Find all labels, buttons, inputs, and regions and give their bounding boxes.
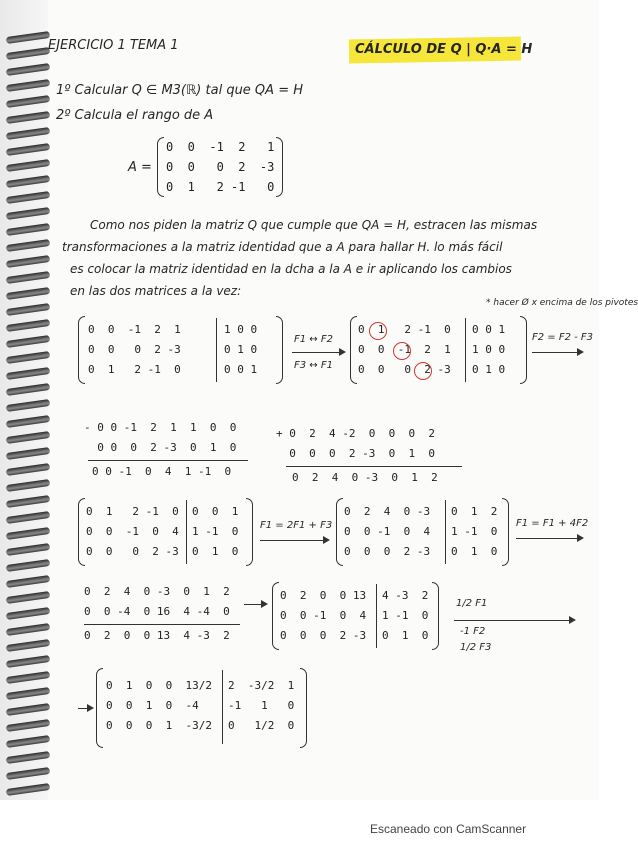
spiral-coil (6, 703, 51, 716)
calc2-block (276, 424, 435, 464)
spiral-coil (6, 735, 51, 748)
augment-divider (222, 670, 223, 744)
augment-divider (216, 318, 217, 382)
spiral-coil (6, 111, 51, 124)
calc-row: 0 0 0 2 -3 0 1 0 (84, 441, 237, 454)
sum-line (84, 624, 240, 625)
spiral-coil (6, 511, 51, 524)
step1-right-bracket (276, 316, 283, 384)
matrix-row: -1 1 0 (228, 699, 295, 712)
step4-matrix-left (344, 502, 430, 562)
matrix-row: 0 1/2 0 (228, 719, 295, 732)
highlighted-heading: CÁLCULO DE Q | Q·A = H (355, 42, 533, 57)
spiral-coil (6, 575, 51, 588)
transform-arrow (260, 540, 328, 541)
exercise-title: EJERCICIO 1 TEMA 1 (48, 38, 179, 53)
matrix-row: 0 0 1 0 -4 (106, 699, 199, 712)
spiral-coil (6, 287, 51, 300)
step3-matrix-left (86, 502, 179, 562)
calc-row: - 0 0 -1 2 1 1 0 0 (84, 421, 237, 434)
result-arrow (244, 604, 266, 605)
transform-arrow (516, 538, 582, 539)
step1-op-bottom: F3 ↔ F1 (294, 360, 333, 371)
matrix-a-right-bracket (276, 137, 283, 197)
spiral-coil (6, 543, 51, 556)
matrix-row: 0 1 0 (472, 363, 506, 376)
spiral-coil (6, 127, 51, 140)
step1-left-bracket (78, 316, 85, 384)
matrix-a-label: A = (128, 160, 152, 175)
pivot-circle (414, 362, 432, 380)
spiral-coil (6, 751, 51, 764)
spiral-coil (6, 319, 51, 332)
spiral-coil (6, 271, 51, 284)
pivot-circle (369, 322, 387, 340)
matrix-row: 0 0 0 1 -3/2 (106, 719, 212, 732)
spiral-coil (6, 527, 51, 540)
spiral-coil (6, 479, 51, 492)
spiral-coil (6, 559, 51, 572)
matrix-row: 0 1 2 -1 0 (166, 180, 275, 194)
matrix-row: 0 0 -1 2 1 (166, 140, 275, 154)
matrix-row: 0 0 -1 0 4 (86, 525, 179, 538)
scanner-footer: Escaneado con CamScanner (370, 822, 527, 836)
matrix-row: 0 1 0 (192, 545, 239, 558)
transform-arrow (292, 352, 344, 353)
spiral-coil (6, 447, 51, 460)
step1-matrix-right (224, 320, 257, 380)
step5-op: 1/2 F1 (456, 598, 488, 609)
paragraph-line: Como nos piden la matriz Q que cumple que QA = H, estracen las mismas (90, 218, 538, 232)
calc3-block (84, 582, 230, 622)
spiral-coil (6, 207, 51, 220)
matrix-row: 0 1 0 0 13/2 (106, 679, 212, 692)
step2-matrix-right (472, 320, 505, 380)
augment-divider (186, 500, 187, 564)
spiral-coil (6, 783, 51, 796)
spiral-coil (6, 191, 51, 204)
spiral-coil (6, 175, 51, 188)
spiral-coil (6, 63, 51, 76)
spiral-coil (6, 623, 51, 636)
step6-left-bracket (96, 668, 103, 748)
spiral-coil (6, 463, 51, 476)
spiral-coil (6, 687, 51, 700)
matrix-row: 0 2 4 0 -3 (344, 505, 431, 518)
spiral-coil (6, 591, 51, 604)
pivot-note: * hacer Ø x encima de los pivotes (486, 298, 638, 308)
step2-left-bracket (350, 316, 357, 384)
spiral-coil (6, 367, 51, 380)
step4-right-bracket (502, 498, 509, 566)
matrix-a-left-bracket (157, 137, 164, 197)
matrix-row: 0 1 2 -1 0 (358, 323, 451, 336)
matrix-row: 0 0 0 2 -3 (358, 363, 451, 376)
matrix-row: 0 0 0 2 -3 (344, 545, 431, 558)
matrix-row: 1 -1 0 (192, 525, 239, 538)
spiral-coil (6, 335, 51, 348)
step5-right-bracket (432, 582, 439, 650)
matrix-row: 0 0 -1 0 4 (280, 609, 367, 622)
matrix-row: 0 1 0 (382, 629, 429, 642)
calc-row: 0 2 4 0 -3 0 1 2 (84, 585, 230, 598)
spiral-coil (6, 255, 51, 268)
matrix-row: 0 0 1 (224, 363, 258, 376)
calc-result-row: 0 2 0 0 13 4 -3 2 (84, 629, 230, 642)
paragraph-line: en las dos matrices a la vez: (70, 284, 242, 298)
matrix-row: 0 1 0 (224, 343, 258, 356)
spiral-coil (6, 351, 51, 364)
step4-matrix-right (451, 502, 497, 562)
matrix-row: 0 0 -1 0 4 (344, 525, 431, 538)
spiral-coil (6, 239, 51, 252)
step5-left-bracket (272, 582, 279, 650)
matrix-row: 0 0 0 2 -3 (166, 160, 275, 174)
step3-left-bracket (78, 498, 85, 566)
calc2-result (292, 468, 438, 488)
result-arrow (78, 708, 92, 709)
step6-right-bracket (300, 668, 307, 748)
step1-matrix-left (88, 320, 181, 380)
calc1-block (84, 418, 236, 458)
spiral-coil (6, 399, 51, 412)
matrix-row: 1 -1 0 (382, 609, 429, 622)
matrix-row: 1 0 0 (472, 343, 506, 356)
matrix-row: 2 -3/2 1 (228, 679, 295, 692)
step5-op: -1 F2 (460, 626, 486, 637)
spiral-coil (6, 639, 51, 652)
matrix-row: 4 -3 2 (382, 589, 429, 602)
spiral-coil (6, 143, 51, 156)
step2-op: F2 = F2 - F3 (532, 332, 594, 343)
paragraph-line: transformaciones a la matriz identidad que a A para hallar H. lo más fácil (62, 240, 503, 254)
matrix-row: 0 1 0 (451, 545, 498, 558)
sum-line (88, 460, 248, 461)
transform-arrow (532, 352, 582, 353)
matrix-row: 0 0 -1 2 1 (88, 323, 181, 336)
spiral-coil (6, 159, 51, 172)
matrix-row: 0 2 0 0 13 (280, 589, 367, 602)
spiral-coil (6, 655, 51, 668)
calc-row: 0 0 -4 0 16 4 -4 0 (84, 605, 230, 618)
spiral-binding (0, 0, 48, 800)
paragraph-line: es colocar la matriz identidad en la dcha a la A e ir aplicando los cambios (70, 262, 512, 276)
step6-matrix-left (106, 676, 212, 736)
step4-left-bracket (336, 498, 343, 566)
augment-divider (445, 500, 446, 564)
matrix-row: 0 0 1 (192, 505, 239, 518)
step4-op: F1 = F1 + 4F2 (516, 518, 589, 529)
augment-divider (465, 318, 466, 382)
matrix-row: 0 0 0 2 -3 (88, 343, 181, 356)
step3-matrix-right (192, 502, 238, 562)
matrix-row: 0 1 2 -1 0 (86, 505, 179, 518)
spiral-coil (6, 671, 51, 684)
step2-right-bracket (520, 316, 527, 384)
spiral-coil (6, 31, 51, 44)
calc-row: 0 0 0 2 -3 0 1 0 (276, 447, 435, 460)
spiral-coil (6, 303, 51, 316)
sum-line (286, 466, 462, 467)
matrix-row: 0 0 0 2 -3 (280, 629, 367, 642)
spiral-coil (6, 495, 51, 508)
spiral-coil (6, 79, 51, 92)
task-1: 1º Calcular Q ∈ M3(ℝ) tal que QA = H (56, 83, 303, 98)
task-2: 2º Calcula el rango de A (56, 108, 214, 123)
step3-op: F1 = 2F1 + F3 (260, 520, 333, 531)
step5-matrix-left (280, 586, 366, 646)
step6-matrix-right (228, 676, 294, 736)
calc-result-row: 0 2 4 0 -3 0 1 2 (292, 471, 438, 484)
calc-result-row: 0 0 -1 0 4 1 -1 0 (92, 465, 232, 478)
spiral-coil (6, 431, 51, 444)
pivot-circle (393, 342, 411, 360)
calc3-result (84, 626, 230, 646)
matrix-row: 0 0 -1 2 1 (358, 343, 451, 356)
matrix-row: 1 0 0 (224, 323, 258, 336)
transform-arrow (454, 620, 574, 621)
calc-row: + 0 2 4 -2 0 0 0 2 (276, 427, 435, 440)
calc1-result (92, 462, 231, 482)
matrix-row: 1 -1 0 (451, 525, 498, 538)
spiral-coil (6, 767, 51, 780)
augment-divider (376, 584, 377, 648)
spiral-coil (6, 383, 51, 396)
step1-op-top: F1 ↔ F2 (294, 334, 333, 345)
step5-op: 1/2 F3 (460, 642, 492, 653)
matrix-row: 0 1 2 -1 0 (88, 363, 181, 376)
spiral-coil (6, 719, 51, 732)
step3-right-bracket (246, 498, 253, 566)
matrix-row: 0 1 2 (451, 505, 498, 518)
spiral-coil (6, 223, 51, 236)
spiral-coil (6, 47, 51, 60)
spiral-coil (6, 607, 51, 620)
matrix-a (166, 137, 274, 197)
spiral-coil (6, 415, 51, 428)
matrix-row: 0 0 0 2 -3 (86, 545, 179, 558)
spiral-coil (6, 95, 51, 108)
matrix-row: 0 0 1 (472, 323, 506, 336)
step5-matrix-right (382, 586, 428, 646)
